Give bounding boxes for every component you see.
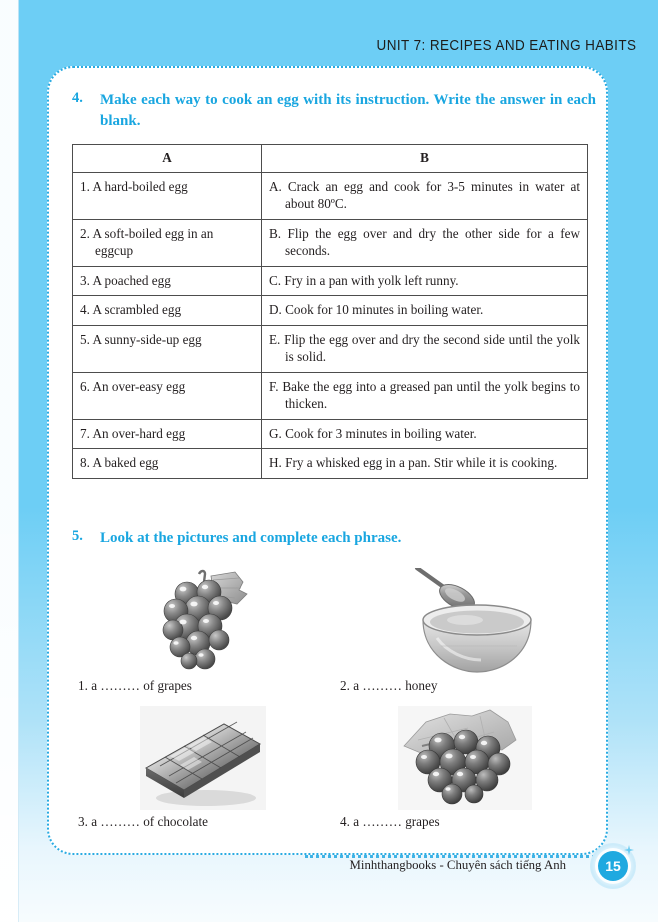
page-number: 15 bbox=[598, 851, 628, 881]
table-row bbox=[73, 296, 588, 326]
picture-caption-3: 3. a ……… of chocolate bbox=[78, 814, 209, 829]
exercise-4-number: 4. bbox=[72, 90, 83, 106]
picture-cell-4 bbox=[334, 702, 596, 830]
footer-credit: Minhthangbooks - Chuyên sách tiếng Anh bbox=[349, 858, 566, 872]
cell-a: 1. A hard-boiled egg bbox=[80, 178, 188, 194]
exercise-4-prompt: Make each way to cook an egg with its instruction. Write the answer in each blank. bbox=[100, 92, 596, 129]
table-row bbox=[73, 419, 588, 449]
picture-caption-1: 1. a ……… of grapes bbox=[78, 678, 192, 693]
cell-b: D. Cook for 10 minutes in boiling water. bbox=[269, 302, 484, 317]
table-row bbox=[73, 219, 588, 266]
table-header-b: B bbox=[262, 145, 588, 173]
exercise-5 bbox=[72, 528, 596, 549]
picture-caption-2: 2. a ……… honey bbox=[340, 678, 438, 693]
cell-a: 3. A poached egg bbox=[80, 272, 171, 288]
cell-b: H. Fry a whisked egg in a pan. Stir while it is cooking. bbox=[269, 455, 558, 470]
cell-b: F. Bake the egg into a greased pan until the yolk begins to thicken. bbox=[269, 378, 580, 411]
table-row bbox=[73, 372, 588, 419]
table-header-row bbox=[73, 145, 588, 173]
cell-b: B. Flip the egg over and dry the other side for a few seconds. bbox=[269, 225, 580, 258]
page-gutter-rule bbox=[18, 0, 19, 922]
table-row bbox=[73, 449, 588, 479]
chocolate-bar-photo bbox=[72, 702, 334, 810]
table-row bbox=[73, 172, 588, 219]
spoon-and-bowl-of-honey-photo bbox=[334, 566, 596, 674]
picture-caption-4: 4. a ……… grapes bbox=[340, 814, 440, 829]
picture-row-2 bbox=[72, 702, 596, 838]
picture-grid bbox=[72, 566, 596, 838]
grapes-cluster-photo bbox=[334, 702, 596, 810]
table-header-a: A bbox=[73, 145, 262, 173]
table-row bbox=[73, 266, 588, 296]
picture-cell-2 bbox=[334, 566, 596, 694]
matching-table bbox=[72, 144, 588, 479]
cell-b: A. Crack an egg and cook for 3-5 minutes in water at about 80ºC. bbox=[269, 178, 580, 211]
unit-header-title: UNIT 7: RECIPES AND EATING HABITS bbox=[376, 38, 636, 54]
cell-a: 4. A scrambled egg bbox=[80, 302, 182, 317]
picture-cell-1 bbox=[72, 566, 334, 694]
picture-cell-3 bbox=[72, 702, 334, 830]
picture-row-1 bbox=[72, 566, 596, 702]
exercise-4 bbox=[72, 90, 596, 132]
table-row bbox=[73, 325, 588, 372]
cell-a: 5. A sunny-side-up egg bbox=[80, 331, 202, 347]
cell-b: E. Flip the egg over and dry the second side until the yolk is solid. bbox=[269, 331, 580, 364]
bunch-of-grapes-photo bbox=[72, 566, 334, 674]
sparkle-icon bbox=[624, 845, 634, 855]
exercise-5-prompt: Look at the pictures and complete each phrase. bbox=[100, 530, 402, 546]
exercise-5-number: 5. bbox=[72, 528, 83, 544]
cell-a: 7. An over-hard egg bbox=[80, 425, 186, 441]
page-gutter bbox=[0, 0, 18, 922]
cell-a: 8. A baked egg bbox=[80, 455, 159, 470]
cell-a: 2. A soft-boiled egg in an eggcup bbox=[80, 225, 214, 258]
cell-b: G. Cook for 3 minutes in boiling water. bbox=[269, 425, 477, 441]
cell-a: 6. An over-easy egg bbox=[80, 378, 186, 394]
cell-b: C. Fry in a pan with yolk left runny. bbox=[269, 272, 459, 288]
